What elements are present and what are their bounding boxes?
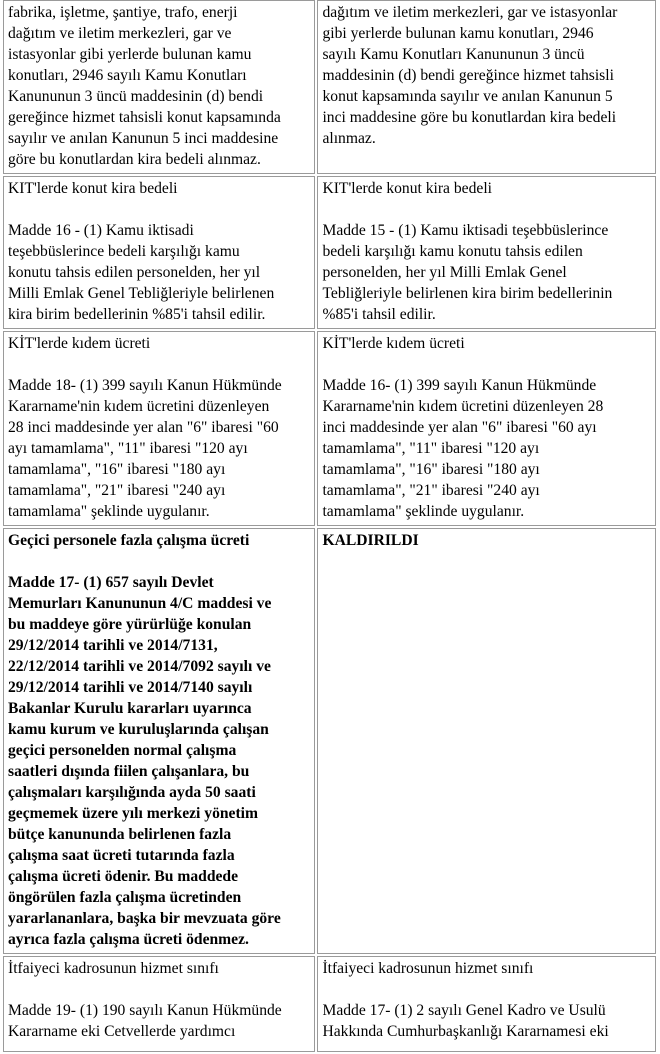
article-heading: İtfaiyeci kadrosunun hizmet sınıfı	[322, 960, 534, 977]
old-text-cell	[3, 0, 315, 174]
article-heading: KIT'lerde konut kira bedeli	[8, 180, 178, 197]
article-body: Madde 17- (1) 657 sayılı Devlet Memurları Kanununun 4/C maddesi ve bu maddeye göre yürürlüğe konulan 29/12/2014 tarihli ve 2014/7131, 22/12/2014 tarihli ve 2014/7092 sayılı ve 29/12/2014 tarihli ve 2014/7140 sayılı Bakanlar Kurulu kararları uyarınca kamu kurum ve kuruluşlarında çalışan geçici personelden normal çalışma saatleri dışında fiilen çalışanlara, bu çalışmaları karşılığında ayda 50 saati geçmemek üzere yılı merkezi yönetim bütçe kanununda belirlenen fazla çalışma saat ücreti tutarında fazla çalışma ücreti ödenir. Bu maddede öngörülen fazla çalışma ücretinden yararlananlara, başka bir mevzuata göre ayrıca fazla çalışma ücreti ödenmez.	[8, 574, 281, 948]
table-row	[3, 956, 656, 1052]
article-heading: KİT'lerde kıdem ücreti	[8, 335, 151, 352]
new-text-cell	[317, 176, 656, 329]
comparison-table	[1, 0, 658, 1054]
article-heading: Geçici personele fazla çalışma ücreti	[8, 532, 250, 549]
old-text-cell	[3, 176, 315, 329]
repealed-status: KALDIRILDI	[322, 532, 419, 549]
table-row	[3, 0, 656, 174]
article-heading: KIT'lerde konut kira bedeli	[322, 180, 492, 197]
paragraph-text: fabrika, işletme, şantiye, trafo, enerji dağıtım ve iletim merkezleri, gar ve istasyonlar gibi yerlerde bulunan kamu konutları, 2946 sayılı Kamu Konutları Kanununun 3 üncü maddesinin (d) bendi gereğince hizmet tahsisli konut kapsamında sayılır ve anılan Kanunun 5 inci maddesine göre bu konutlardan kira bedeli alınmaz.	[8, 4, 281, 168]
article-body: Madde 19- (1) 190 sayılı Kanun Hükmünde Kararname eki Cetvellerde yardımcı	[8, 1002, 282, 1040]
old-text-cell	[3, 331, 315, 526]
article-body: Madde 18- (1) 399 sayılı Kanun Hükmünde Kararname'nin kıdem ücretini düzenleyen 28 inci maddesinde yer alan "6" ibaresi "60 ayı tamamlama", "11" ibaresi "120 ayı tamamlama", "16" ibaresi "180 ayı tamamlama", "21" ibaresi "240 ayı tamamlama" şeklinde uygulanır.	[8, 377, 282, 520]
article-body: Madde 17- (1) 2 sayılı Genel Kadro ve Usulü Hakkında Cumhurbaşkanlığı Kararnamesi eki	[322, 1002, 609, 1040]
new-text-cell	[317, 331, 656, 526]
article-heading: KİT'lerde kıdem ücreti	[322, 335, 465, 352]
table-row	[3, 528, 656, 954]
new-text-cell	[317, 528, 656, 954]
article-body: Madde 16- (1) 399 sayılı Kanun Hükmünde Kararname'nin kıdem ücretini düzenleyen 28 inci maddesinde yer alan "6" ibaresi "60 ayı tamamlama", "11" ibaresi "120 ayı tamamlama", "16" ibaresi "180 ayı tamamlama", "21" ibaresi "240 ayı tamamlama" şeklinde uygulanır.	[322, 377, 604, 520]
paragraph-text: dağıtım ve iletim merkezleri, gar ve istasyonlar gibi yerlerde bulunan kamu konutları, 2946 sayılı Kamu Konutları Kanununun 3 üncü maddesinin (d) bendi gereğince hizmet tahsisli konut kapsamında sayılır ve anılan Kanunun 5 inci maddesine göre bu konutlardan kira bedeli alınmaz.	[322, 4, 618, 147]
old-text-cell	[3, 956, 315, 1052]
new-text-cell	[317, 956, 656, 1052]
article-body: Madde 15 - (1) Kamu iktisadi teşebbüslerince bedeli karşılığı kamu konutu tahsis edilen personelden, her yıl Milli Emlak Genel Tebliğleriyle belirlenen kira birim bedellerinin %85'i tahsil edilir.	[322, 222, 613, 323]
new-text-cell	[317, 0, 656, 174]
table-row	[3, 331, 656, 526]
old-text-cell	[3, 528, 315, 954]
article-heading: İtfaiyeci kadrosunun hizmet sınıfı	[8, 960, 219, 977]
table-row	[3, 176, 656, 329]
article-body: Madde 16 - (1) Kamu iktisadi teşebbüslerince bedeli karşılığı kamu konutu tahsis edilen personelden, her yıl Milli Emlak Genel Tebliğleriyle belirlenen kira birim bedellerinin %85'i tahsil edilir.	[8, 222, 275, 323]
